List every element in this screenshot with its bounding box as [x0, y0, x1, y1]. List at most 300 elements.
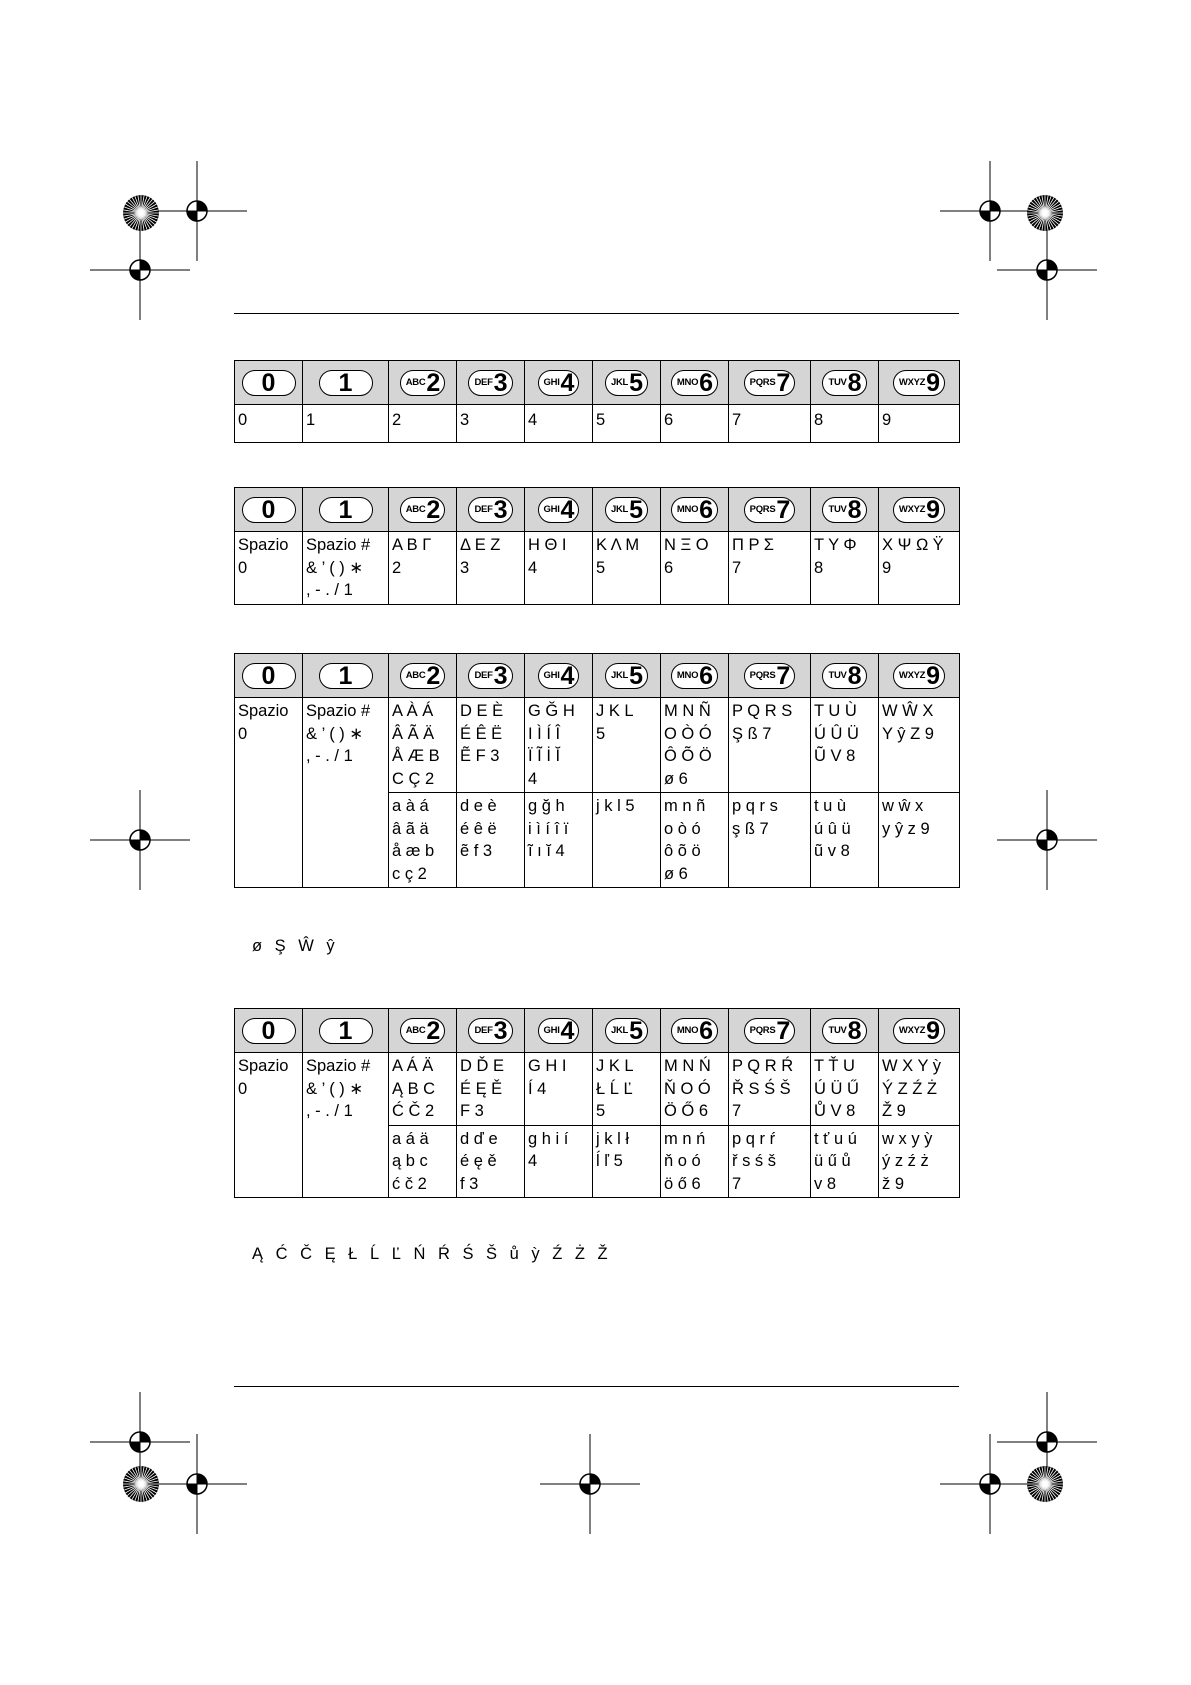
key-digit: 1: [338, 661, 353, 690]
char-line: Spazio: [238, 536, 289, 554]
char-line: T U Ù: [814, 702, 857, 720]
key-header-8: [811, 361, 879, 405]
key-header-1: [303, 654, 389, 698]
registration-starburst-icon: [1025, 1464, 1065, 1504]
char-line: Α Β Γ: [392, 536, 432, 554]
registration-crosshair-icon: [540, 1434, 640, 1534]
char-cell: [303, 698, 389, 888]
key-digit: 5: [629, 1016, 643, 1045]
key-letters: WXYZ: [898, 504, 926, 515]
char-cell: [593, 793, 661, 888]
char-line: Ï Ĩ İ Ĭ: [528, 747, 561, 765]
char-line: ą b c: [392, 1152, 428, 1170]
char-line: o ò ó: [664, 819, 701, 838]
registration-starburst-icon: [121, 193, 161, 233]
registration-crosshair-icon: [997, 220, 1097, 320]
char-line: a à á: [392, 797, 429, 815]
cell-3: 3: [457, 405, 525, 443]
key-header-1: [303, 361, 389, 405]
char-line: Í 4: [528, 1079, 547, 1098]
char-cell: [525, 1053, 593, 1126]
key-header-7: [729, 654, 811, 698]
key-header-2: [389, 1009, 457, 1053]
key-0-icon: [242, 1018, 296, 1044]
key-digit: 5: [629, 661, 643, 690]
char-line: Ũ V 8: [814, 747, 856, 765]
key-digit: 8: [847, 661, 862, 690]
key-7-icon: [744, 370, 796, 396]
key-letters: GHI: [543, 670, 560, 681]
key-4-icon: [538, 497, 580, 523]
key-letters: GHI: [543, 1025, 560, 1036]
key-header-1: [303, 488, 389, 532]
char-line: I Ì Í Î: [528, 724, 561, 743]
key-digit: 2: [426, 661, 441, 690]
char-line: Â Ã Ä: [392, 724, 435, 743]
char-line: P Q R Ŕ: [732, 1057, 794, 1075]
char-line: Y ŷ Z 9: [882, 724, 934, 743]
key-digit: 3: [493, 495, 508, 524]
key-header-7: [729, 488, 811, 532]
char-cell: [457, 532, 525, 605]
key-digit: 3: [493, 1016, 508, 1045]
char-line: J K L: [596, 1057, 634, 1075]
key-header-0: [235, 488, 303, 532]
char-line: Ẽ F 3: [460, 747, 500, 765]
char-line: a á ä: [392, 1129, 429, 1148]
char-cell: [811, 1125, 879, 1198]
key-8-icon: [822, 497, 866, 523]
key-header-6: [661, 654, 729, 698]
char-line: c ç 2: [392, 864, 427, 883]
char-cell: [235, 698, 303, 888]
char-line: 7: [732, 558, 742, 577]
key-digit: 0: [261, 368, 276, 397]
char-cell: [235, 532, 303, 605]
char-line: t u ù: [814, 797, 847, 815]
char-line: ĺ ľ 5: [596, 1152, 623, 1170]
key-header-5: [593, 1009, 661, 1053]
char-line: w x y ỳ: [882, 1129, 933, 1148]
char-line: D E È: [460, 702, 504, 720]
char-line: ĩ ı ĭ 4: [528, 842, 565, 860]
key-header-8: [811, 654, 879, 698]
table-extended-2: [234, 1008, 960, 1198]
char-line: 5: [596, 1102, 606, 1120]
key-header-8: [811, 1009, 879, 1053]
key-letters: PQRS: [749, 670, 776, 681]
key-header-2: [389, 488, 457, 532]
key-2-icon: [400, 497, 446, 523]
cell-6: 6: [661, 405, 729, 443]
char-line: W Ŵ X: [882, 702, 934, 720]
char-cell: [457, 1053, 525, 1126]
char-line: Ć Č 2: [392, 1102, 435, 1120]
key-header-6: [661, 488, 729, 532]
char-line: Ô Õ Ö: [664, 747, 712, 765]
key-digit: 7: [776, 368, 791, 397]
key-1-icon: [319, 1018, 373, 1044]
char-line: Τ Υ Φ: [814, 536, 857, 554]
key-header-9: [879, 361, 960, 405]
char-line: g ğ h: [528, 797, 565, 815]
char-line: y ŷ z 9: [882, 819, 930, 838]
char-line: w ŵ x: [882, 797, 924, 815]
char-line: 7: [732, 1174, 742, 1193]
key-digit: 0: [261, 495, 276, 524]
char-line: p q r s: [732, 797, 778, 815]
key-digit: 6: [699, 368, 714, 397]
key-letters: MNO: [676, 504, 699, 515]
footer-rule: [234, 1386, 959, 1387]
key-6-icon: [671, 1018, 718, 1044]
char-cell: [303, 532, 389, 605]
char-cell: [661, 793, 729, 888]
char-line: F 3: [460, 1102, 484, 1120]
char-line: É Ê Ë: [460, 724, 503, 743]
key-header-6: [661, 361, 729, 405]
key-letters: GHI: [543, 504, 560, 515]
char-line: Ň O Ó: [664, 1079, 711, 1098]
char-line: 2: [392, 558, 402, 577]
key-6-icon: [671, 370, 718, 396]
char-line: i ì í î ï: [528, 819, 569, 838]
char-line: O Ò Ó: [664, 724, 712, 743]
char-line: A À Á: [392, 702, 434, 720]
char-cell: [303, 1053, 389, 1198]
char-line: é ę ě: [460, 1152, 497, 1170]
key-6-icon: [671, 663, 718, 689]
key-4-icon: [538, 1018, 580, 1044]
cell-2: 2: [389, 405, 457, 443]
key-digit: 6: [699, 661, 714, 690]
key-2-icon: [400, 370, 446, 396]
char-line: 6: [664, 558, 674, 577]
char-line: ø 6: [664, 769, 688, 788]
char-cell: [729, 1125, 811, 1198]
key-9-icon: [893, 497, 945, 523]
char-line: ň o ó: [664, 1152, 701, 1170]
char-cell: [811, 1053, 879, 1126]
key-header-5: [593, 654, 661, 698]
char-cell: [879, 532, 960, 605]
char-line: 4: [528, 769, 538, 788]
char-line: 9: [882, 558, 892, 577]
cell-7: 7: [729, 405, 811, 443]
key-letters: ABC: [405, 377, 426, 388]
key-5-icon: [605, 370, 648, 396]
key-header-4: [525, 488, 593, 532]
table-numeric: [234, 360, 960, 443]
key-header-3: [457, 361, 525, 405]
key-digit: 4: [560, 661, 575, 690]
key-header-3: [457, 1009, 525, 1053]
key-header-0: [235, 654, 303, 698]
table-greek: [234, 487, 960, 605]
key-header-4: [525, 361, 593, 405]
char-cell: [235, 1053, 303, 1198]
char-line: v 8: [814, 1174, 837, 1193]
char-line: Spazio #: [306, 536, 371, 554]
key-digit: 3: [493, 661, 508, 690]
char-line: ö ő 6: [664, 1174, 701, 1193]
char-cell: [729, 532, 811, 605]
char-line: & ’ ( ) ∗: [306, 1079, 364, 1098]
char-line: j k l ł: [596, 1129, 629, 1148]
key-3-icon: [468, 370, 512, 396]
key-header-7: [729, 361, 811, 405]
char-line: D Ď E: [460, 1057, 505, 1075]
key-1-icon: [319, 497, 373, 523]
key-letters: MNO: [676, 1025, 699, 1036]
char-cell: [879, 793, 960, 888]
char-line: T Ť U: [814, 1057, 855, 1075]
char-line: ý z ź ż: [882, 1152, 929, 1170]
key-8-icon: [822, 370, 866, 396]
char-line: 5: [596, 724, 606, 743]
registration-crosshair-icon: [147, 1434, 247, 1534]
key-4-icon: [538, 663, 580, 689]
key-digit: 6: [699, 495, 714, 524]
char-line: C Ç 2: [392, 769, 435, 788]
key-8-icon: [822, 1018, 866, 1044]
key-6-icon: [671, 497, 718, 523]
char-line: Ą B C: [392, 1079, 436, 1098]
char-cell: [593, 532, 661, 605]
cell-5: 5: [593, 405, 661, 443]
char-line: M N Ń: [664, 1057, 711, 1075]
key-5-icon: [605, 663, 648, 689]
key-8-icon: [822, 663, 866, 689]
key-letters: DEF: [474, 670, 493, 681]
key-letters: DEF: [474, 1025, 493, 1036]
char-line: 0: [238, 724, 248, 743]
char-line: , - . / 1: [306, 1102, 353, 1120]
char-line: 8: [814, 558, 824, 577]
char-cell: [729, 793, 811, 888]
key-header-6: [661, 1009, 729, 1053]
char-line: Spazio: [238, 702, 289, 720]
char-line: Κ Λ Μ: [596, 536, 640, 554]
char-line: g h i í: [528, 1129, 569, 1148]
key-9-icon: [893, 663, 945, 689]
registration-starburst-icon: [121, 1464, 161, 1504]
key-header-9: [879, 488, 960, 532]
char-line: ž 9: [882, 1174, 905, 1193]
char-line: 7: [732, 1102, 742, 1120]
cell-8: 8: [811, 405, 879, 443]
key-letters: TUV: [828, 377, 847, 388]
char-line: ú û ü: [814, 819, 851, 838]
char-line: 4: [528, 558, 538, 577]
key-letters: PQRS: [749, 377, 776, 388]
char-line: ş ß 7: [732, 819, 769, 838]
key-header-4: [525, 1009, 593, 1053]
key-digit: 0: [261, 1016, 276, 1045]
key-4-icon: [538, 370, 580, 396]
char-cell: [879, 1053, 960, 1126]
key-letters: TUV: [828, 504, 847, 515]
key-0-icon: [242, 663, 296, 689]
char-cell: [525, 793, 593, 888]
key-9-icon: [893, 1018, 945, 1044]
char-cell: [389, 793, 457, 888]
char-line: & ’ ( ) ∗: [306, 558, 364, 577]
key-header-0: [235, 361, 303, 405]
char-line: t ť u ú: [814, 1129, 857, 1148]
key-digit: 4: [560, 368, 575, 397]
char-line: G Ğ H: [528, 702, 575, 720]
key-letters: PQRS: [749, 1025, 776, 1036]
key-7-icon: [744, 497, 796, 523]
key-digit: 7: [776, 1016, 791, 1045]
char-line: 0: [238, 558, 248, 577]
char-line: Ř S Ś Š: [732, 1079, 791, 1098]
key-digit: 4: [560, 1016, 575, 1045]
char-line: 3: [460, 558, 470, 577]
key-digit: 8: [847, 495, 862, 524]
key-digit: 8: [847, 1016, 862, 1045]
key-letters: TUV: [828, 670, 847, 681]
cell-9: 9: [879, 405, 960, 443]
cell-0: 0: [235, 405, 303, 443]
key-header-2: [389, 361, 457, 405]
key-letters: PQRS: [749, 504, 776, 515]
char-line: f 3: [460, 1174, 479, 1193]
key-2-icon: [400, 663, 446, 689]
char-line: Ú Ü Ű: [814, 1079, 859, 1098]
key-header-3: [457, 654, 525, 698]
char-cell: [729, 1053, 811, 1126]
key-letters: JKL: [611, 504, 629, 515]
key-digit: 9: [926, 1016, 941, 1045]
key-digit: 5: [629, 495, 643, 524]
char-line: Ú Û Ü: [814, 724, 859, 743]
char-line: ü ű ů: [814, 1152, 851, 1170]
key-header-9: [879, 1009, 960, 1053]
char-line: Ž 9: [882, 1102, 906, 1120]
char-line: j k l 5: [596, 797, 635, 815]
char-line: Ö Ő 6: [664, 1102, 709, 1120]
char-line: Ş ß 7: [732, 724, 772, 743]
key-0-icon: [242, 370, 296, 396]
char-line: Spazio #: [306, 702, 371, 720]
char-line: Spazio #: [306, 1057, 371, 1075]
key-digit: 4: [560, 495, 575, 524]
key-3-icon: [468, 663, 512, 689]
key-letters: MNO: [676, 670, 699, 681]
key-7-icon: [744, 1018, 796, 1044]
char-cell: [661, 532, 729, 605]
key-digit: 9: [926, 661, 941, 690]
key-5-icon: [605, 497, 648, 523]
char-cell: [525, 698, 593, 793]
char-line: å æ b: [392, 842, 435, 860]
char-cell: [811, 698, 879, 793]
key-7-icon: [744, 663, 796, 689]
char-line: , - . / 1: [306, 747, 353, 765]
cell-4: 4: [525, 405, 593, 443]
char-line: Ý Z Ź Ż: [882, 1079, 937, 1098]
key-3-icon: [468, 497, 512, 523]
key-letters: DEF: [474, 377, 493, 388]
key-digit: 1: [338, 495, 353, 524]
key-letters: JKL: [611, 377, 629, 388]
char-cell: [811, 532, 879, 605]
key-letters: DEF: [474, 504, 493, 515]
key-digit: 7: [776, 495, 791, 524]
key-header-2: [389, 654, 457, 698]
char-line: & ’ ( ) ∗: [306, 724, 364, 743]
char-cell: [879, 698, 960, 793]
key-1-icon: [319, 370, 373, 396]
char-line: Ł Ĺ Ľ: [596, 1079, 633, 1098]
char-line: Å Æ B: [392, 747, 440, 765]
key-letters: ABC: [405, 1025, 426, 1036]
char-cell: [457, 698, 525, 793]
key-digit: 3: [493, 368, 508, 397]
char-cell: [525, 532, 593, 605]
char-cell: [661, 698, 729, 793]
registration-crosshair-icon: [997, 790, 1097, 890]
key-letters: JKL: [611, 670, 629, 681]
char-line: ẽ f 3: [460, 842, 493, 860]
char-cell: [593, 698, 661, 793]
char-line: Spazio: [238, 1057, 289, 1075]
key-digit: 2: [426, 1016, 441, 1045]
char-cell: [729, 698, 811, 793]
key-letters: GHI: [543, 377, 560, 388]
char-line: W X Y ỳ: [882, 1057, 941, 1075]
char-cell: [525, 1125, 593, 1198]
char-line: ô õ ö: [664, 842, 701, 860]
key-2-icon: [400, 1018, 446, 1044]
char-cell: [389, 532, 457, 605]
key-letters: JKL: [611, 1025, 629, 1036]
key-header-5: [593, 361, 661, 405]
char-cell: [389, 698, 457, 793]
key-1-icon: [319, 663, 373, 689]
key-digit: 7: [776, 661, 791, 690]
char-line: M N Ñ: [664, 702, 711, 720]
key-letters: WXYZ: [898, 670, 926, 681]
char-line: É Ę Ě: [460, 1079, 503, 1098]
header-rule: [234, 313, 959, 314]
char-line: Ν Ξ Ο: [664, 536, 709, 554]
key-digit: 2: [426, 368, 441, 397]
char-line: ř s ś š: [732, 1152, 776, 1170]
char-cell: [457, 793, 525, 888]
char-line: m n ń: [664, 1129, 706, 1148]
char-line: d ď e: [460, 1129, 498, 1148]
key-digit: 1: [338, 368, 353, 397]
char-line: Δ Ε Ζ: [460, 536, 501, 554]
char-line: p q r ŕ: [732, 1129, 776, 1148]
char-line: 0: [238, 1079, 248, 1098]
key-0-icon: [242, 497, 296, 523]
key-digit: 8: [847, 368, 862, 397]
char-cell: [457, 1125, 525, 1198]
key-digit: 5: [629, 368, 643, 397]
char-cell: [593, 1125, 661, 1198]
char-line: Ů V 8: [814, 1102, 856, 1120]
char-line: P Q R S: [732, 702, 793, 720]
char-cell: [593, 1053, 661, 1126]
char-line: A Á Ä: [392, 1057, 434, 1075]
key-3-icon: [468, 1018, 512, 1044]
char-cell: [811, 793, 879, 888]
registration-crosshair-icon: [90, 790, 190, 890]
